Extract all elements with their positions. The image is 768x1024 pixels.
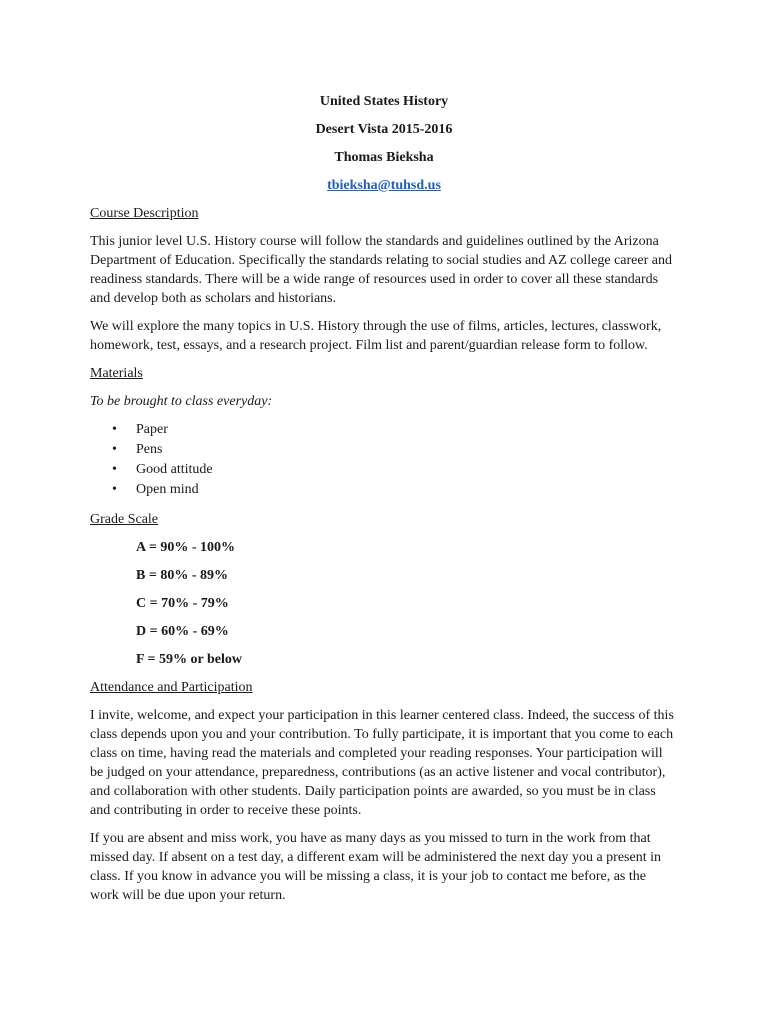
list-item [90, 420, 678, 440]
grade-scale-heading: Grade Scale [90, 512, 159, 527]
course-title: United States History [319, 94, 449, 109]
course-description-paragraph-2: We will explore the many topics in U.S. History through the use of films, articles, lectures, classwork, homework, test, essays, and a research project. Film list and parent/guardian release form to follow. [90, 319, 662, 353]
grade-b: B = 80% - 89% [136, 568, 228, 583]
grade-a: A = 90% - 100% [136, 540, 235, 555]
bullet-icon: • [112, 442, 117, 457]
list-item [90, 480, 678, 500]
list-item [90, 460, 678, 480]
grade-d: D = 60% - 69% [136, 624, 229, 639]
attendance-paragraph-1: I invite, welcome, and expect your participation in this learner centered class. Indeed, the success of this class depends upon you and your contribution. To fully participate, it is important that you come to each class on time, having read the materials and completed your reading responses. Your participation will be judged on your attendance, preparedness, contributions (as an active listener and vocal contributor), and collaboration with other students. Daily participation points are awarded, so you must be in class and contributing in order to receive these points. [90, 708, 674, 818]
list-item-label: Good attitude [136, 462, 213, 477]
list-item-label: Paper [136, 422, 168, 437]
list-item-label: Pens [136, 442, 163, 457]
course-description-heading: Course Description [90, 206, 199, 221]
materials-heading: Materials [90, 366, 143, 381]
bullet-icon: • [112, 462, 117, 477]
materials-list [90, 420, 678, 500]
email-line [90, 176, 678, 195]
list-item [90, 440, 678, 460]
materials-intro: To be brought to class everyday: [90, 394, 273, 409]
attendance-paragraph-2: If you are absent and miss work, you have as many days as you missed to turn in the work from that missed day. If absent on a test day, a different exam will be administered the next day you a present in class. If you know in advance you will be missing a class, it is your job to contact me before, as the work will be due upon your return. [90, 831, 661, 903]
bullet-icon: • [112, 482, 117, 497]
grade-c: C = 70% - 79% [136, 596, 229, 611]
attendance-heading: Attendance and Participation [90, 680, 253, 695]
teacher-name: Thomas Bieksha [334, 150, 434, 165]
bullet-icon: • [112, 422, 117, 437]
grade-f: F = 59% or below [136, 652, 242, 667]
school-year: Desert Vista 2015-2016 [315, 122, 453, 137]
course-description-paragraph-1: This junior level U.S. History course will follow the standards and guidelines outlined by the Arizona Department of Education. Specifically the standards relating to social studies and AZ college career and readiness standards. There will be a wide range of resources used in order to cover all these standards and develop both as scholars and historians. [90, 234, 672, 306]
list-item-label: Open mind [136, 482, 199, 497]
email-link[interactable]: tbieksha@tuhsd.us [327, 178, 441, 193]
